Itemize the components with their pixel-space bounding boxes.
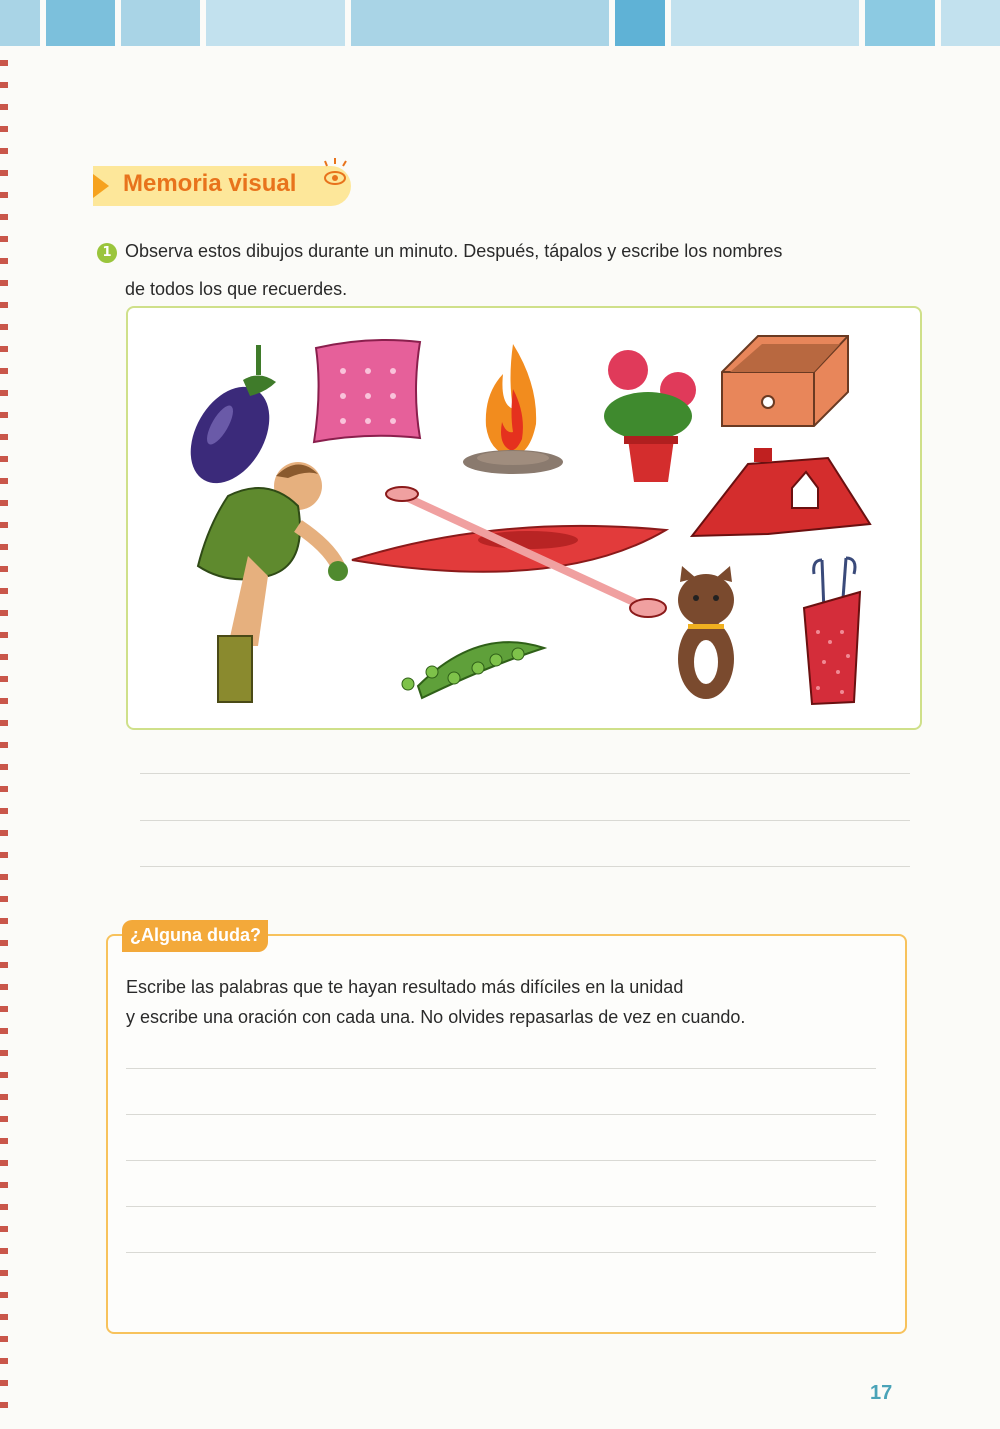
doubt-instructions [126,972,886,1032]
drawer-illustration [718,332,853,432]
cushion-illustration [308,336,428,446]
roof-illustration [688,448,873,548]
page-number: 17 [870,1382,893,1404]
top-decorative-band [0,0,1000,46]
exercise-instructions [125,232,885,308]
writing-line[interactable] [126,1114,876,1115]
writing-line[interactable] [140,866,910,867]
section-header [93,166,351,206]
binding-spiral [0,60,8,1420]
doubt-tag [122,920,268,952]
doubt-tag-label: ¿Alguna duda? [130,925,261,945]
arrow-icon [93,174,109,198]
writing-line[interactable] [140,773,910,774]
writing-line[interactable] [126,1252,876,1253]
canoe-illustration [348,484,678,624]
exercise-number: 1 [97,243,117,263]
writing-line[interactable] [126,1160,876,1161]
section-title: Memoria visual [123,170,297,197]
doubt-line-1: Escribe las palabras que te hayan resultado más difíciles en la unidad [126,977,684,997]
picture-box [126,306,922,730]
cat-illustration [664,564,748,704]
writing-line[interactable] [140,820,910,821]
giant-illustration [188,456,358,716]
writing-line[interactable] [126,1206,876,1207]
writing-line[interactable] [126,1068,876,1069]
peas-illustration [398,626,548,706]
campfire-illustration [458,334,568,484]
umbrella-stand-illustration [798,552,868,710]
exercise-line-1: Observa estos dibujos durante un minuto. Después, tápalos y escribe los nombres [125,241,783,261]
doubt-line-2: y escribe una oración con cada una. No olvides repasarlas de vez en cuando. [126,1007,746,1027]
exercise-line-2: de todos los que recuerdes. [125,279,348,299]
eye-icon [313,156,357,196]
